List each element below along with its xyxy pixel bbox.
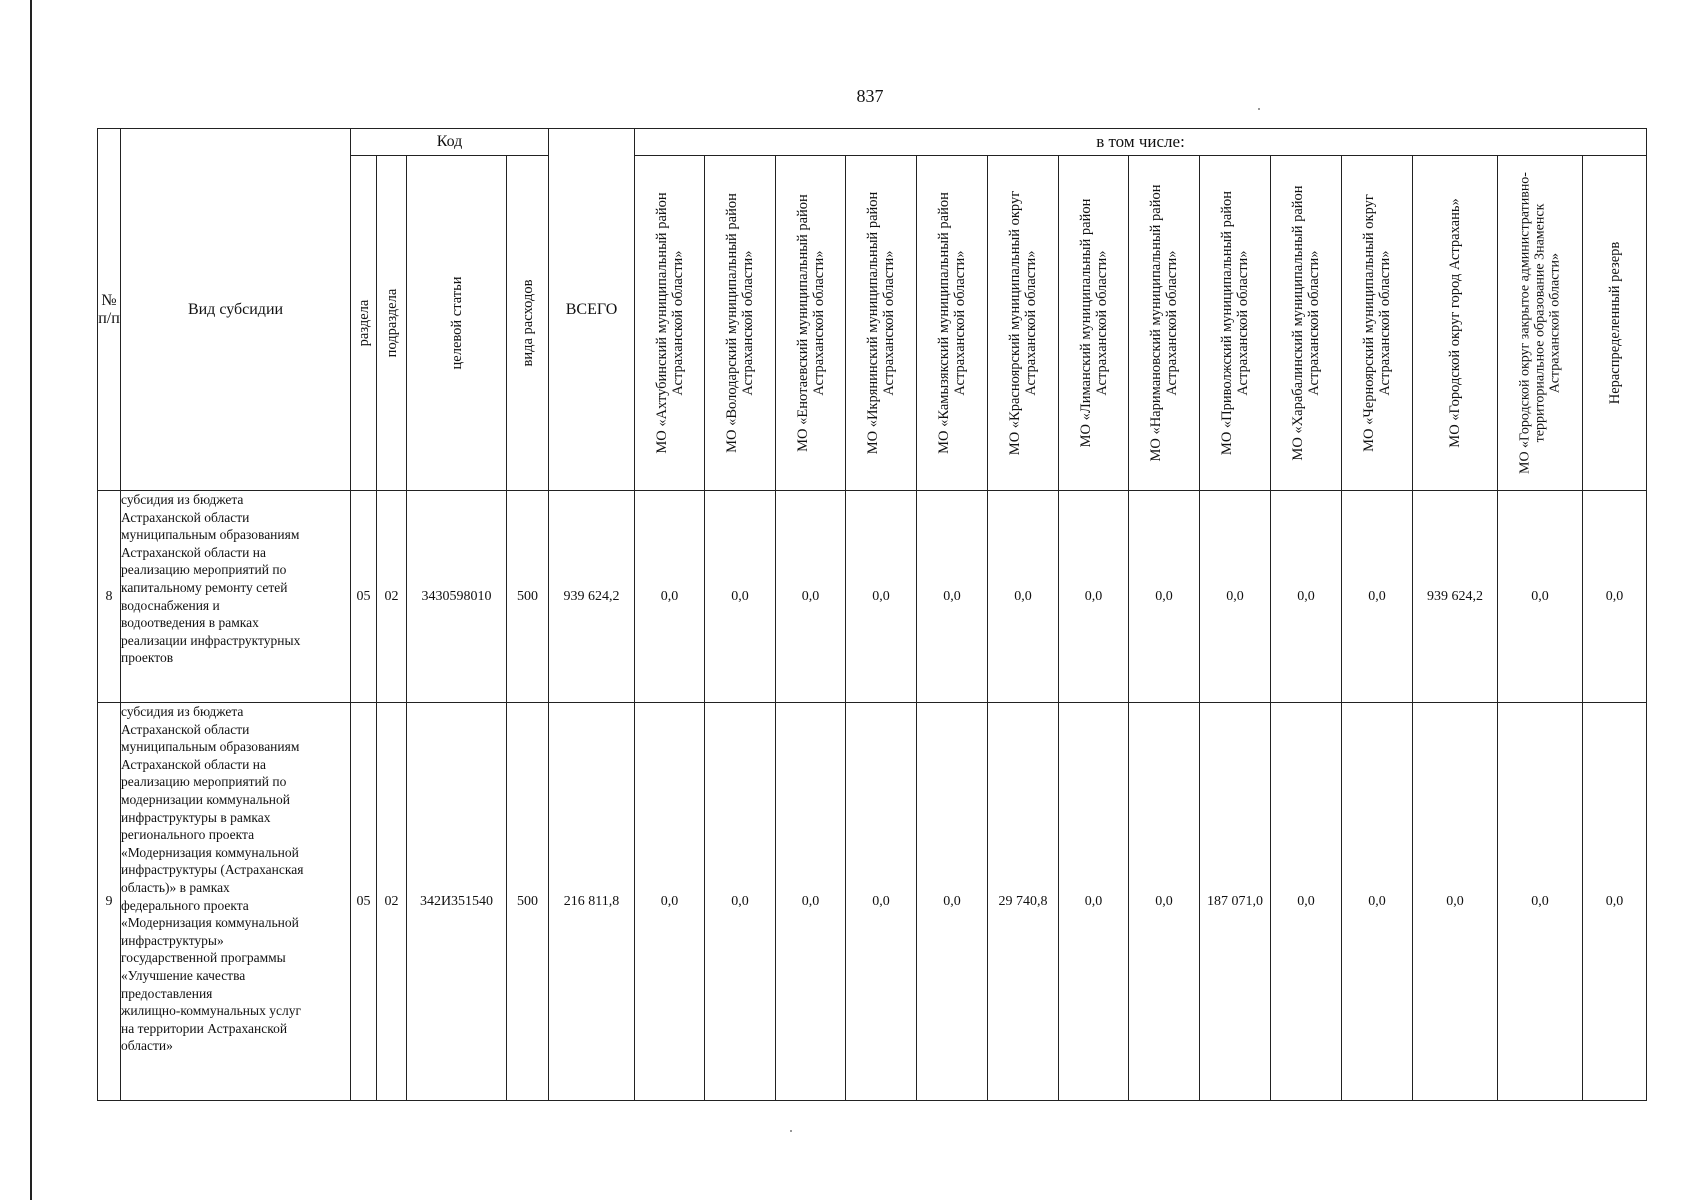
row-value-cell: 0,0 [1583, 491, 1647, 703]
page-margin-line [30, 0, 32, 1200]
row-value-cell: 29 740,8 [988, 703, 1059, 1101]
row-description: субсидия из бюджета Астраханской области муниципальным образованиям Астраханской области на реализацию мероприятий по капитальному ремонту сетей водоснабжения и водоотведения в рамках реализации инфраструктурных проектов [121, 491, 351, 703]
row-section-code: 05 [351, 703, 377, 1101]
row-value-cell: 939 624,2 [1413, 491, 1498, 703]
header-mo-volodarsky: МО «Володарский муниципальный район Астраханской области» [705, 156, 776, 491]
table-row [98, 703, 1647, 1101]
row-value-cell: 0,0 [1342, 703, 1413, 1101]
header-mo-privolzhsky: МО «Приволжский муниципальный район Астраханской области» [1200, 156, 1271, 491]
header-num: № п/п [98, 129, 121, 491]
row-value-cell: 0,0 [988, 491, 1059, 703]
row-value-cell: 0,0 [1413, 703, 1498, 1101]
header-mo-kharabalinsky: МО «Харабалинский муниципальный район Астраханской области» [1271, 156, 1342, 491]
page-number: 837 [856, 86, 884, 106]
table-row [98, 491, 1647, 703]
row-value-cell: 0,0 [917, 491, 988, 703]
row-expense-code: 500 [507, 491, 549, 703]
row-value-cell: 0,0 [917, 703, 988, 1101]
row-value-cell: 0,0 [1200, 491, 1271, 703]
header-mo-kamyzyaksky: МО «Камызякский муниципальный район Астраханской области» [917, 156, 988, 491]
row-target-code: 342И351540 [407, 703, 507, 1101]
row-total: 939 624,2 [549, 491, 635, 703]
row-value-cell: 0,0 [705, 491, 776, 703]
header-mo-akhtubinsky: МО «Ахтубинский муниципальный район Астраханской области» [635, 156, 705, 491]
header-unallocated-reserve: Нераспределенный резерв [1583, 156, 1647, 491]
row-value-cell: 0,0 [635, 703, 705, 1101]
scan-speck [1258, 108, 1260, 110]
row-value-cell: 0,0 [846, 703, 917, 1101]
row-value-cell: 0,0 [1059, 703, 1129, 1101]
row-section-code: 05 [351, 491, 377, 703]
subsidy-table [97, 128, 1647, 1101]
header-total: ВСЕГО [549, 129, 635, 491]
row-value-cell: 0,0 [776, 491, 846, 703]
header-mo-narimanovsky: МО «Наримановский муниципальный район Астраханской области» [1129, 156, 1200, 491]
row-description: субсидия из бюджета Астраханской области муниципальным образованиям Астраханской области на реализацию мероприятий по модернизации коммунальной инфраструктуры в рамках регионального проекта «Модернизация коммунальной инфраструктуры (Астраханская область)» в рамках федерального проекта «Модернизация коммунальной инфраструктуры» государственной программы «Улучшение качества предоставления жилищно-коммунальных услуг на территории Астраханской области» [121, 703, 351, 1101]
row-value-cell: 0,0 [1498, 491, 1583, 703]
header-code-expense: вида расходов [507, 156, 549, 491]
header-mo-chernoyarsky: МО «Черноярский муниципальный округ Астраханской области» [1342, 156, 1413, 491]
row-value-cell: 0,0 [1271, 703, 1342, 1101]
row-value-cell: 0,0 [1583, 703, 1647, 1101]
row-value-cell: 0,0 [1059, 491, 1129, 703]
row-subsection-code: 02 [377, 491, 407, 703]
row-value-cell: 187 071,0 [1200, 703, 1271, 1101]
row-value-cell: 0,0 [635, 491, 705, 703]
row-number: 9 [98, 703, 121, 1101]
header-mo-ikryaninsky: МО «Икрянинский муниципальный район Астраханской области» [846, 156, 917, 491]
header-mo-limansky: МО «Лиманский муниципальный район Астраханской области» [1059, 156, 1129, 491]
row-expense-code: 500 [507, 703, 549, 1101]
row-target-code: 3430598010 [407, 491, 507, 703]
header-mo-enotaevsky: МО «Енотаевский муниципальный район Астраханской области» [776, 156, 846, 491]
row-total: 216 811,8 [549, 703, 635, 1101]
row-value-cell: 0,0 [1129, 703, 1200, 1101]
header-including: в том числе: [635, 129, 1647, 156]
row-subsection-code: 02 [377, 703, 407, 1101]
header-code-target: целевой статьи [407, 156, 507, 491]
row-value-cell: 0,0 [1129, 491, 1200, 703]
row-value-cell: 0,0 [1342, 491, 1413, 703]
header-mo-astrakhan-city: МО «Городской округ город Астрахань» [1413, 156, 1498, 491]
header-code-subsection: подраздела [377, 156, 407, 491]
header-row-top [98, 129, 1647, 156]
row-value-cell: 0,0 [776, 703, 846, 1101]
header-code-section: раздела [351, 156, 377, 491]
row-number: 8 [98, 491, 121, 703]
row-value-cell: 0,0 [846, 491, 917, 703]
header-mo-znamensk: МО «Городской округ закрытое административно-территориальное образование Знаменск Астраханской области» [1498, 156, 1583, 491]
row-value-cell: 0,0 [705, 703, 776, 1101]
header-mo-krasnoyarsky: МО «Красноярский муниципальный округ Астраханской области» [988, 156, 1059, 491]
header-subsidy-type: Вид субсидии [121, 129, 351, 491]
row-value-cell: 0,0 [1498, 703, 1583, 1101]
scan-speck [790, 1130, 792, 1132]
header-code-group: Код [351, 129, 549, 156]
row-value-cell: 0,0 [1271, 491, 1342, 703]
